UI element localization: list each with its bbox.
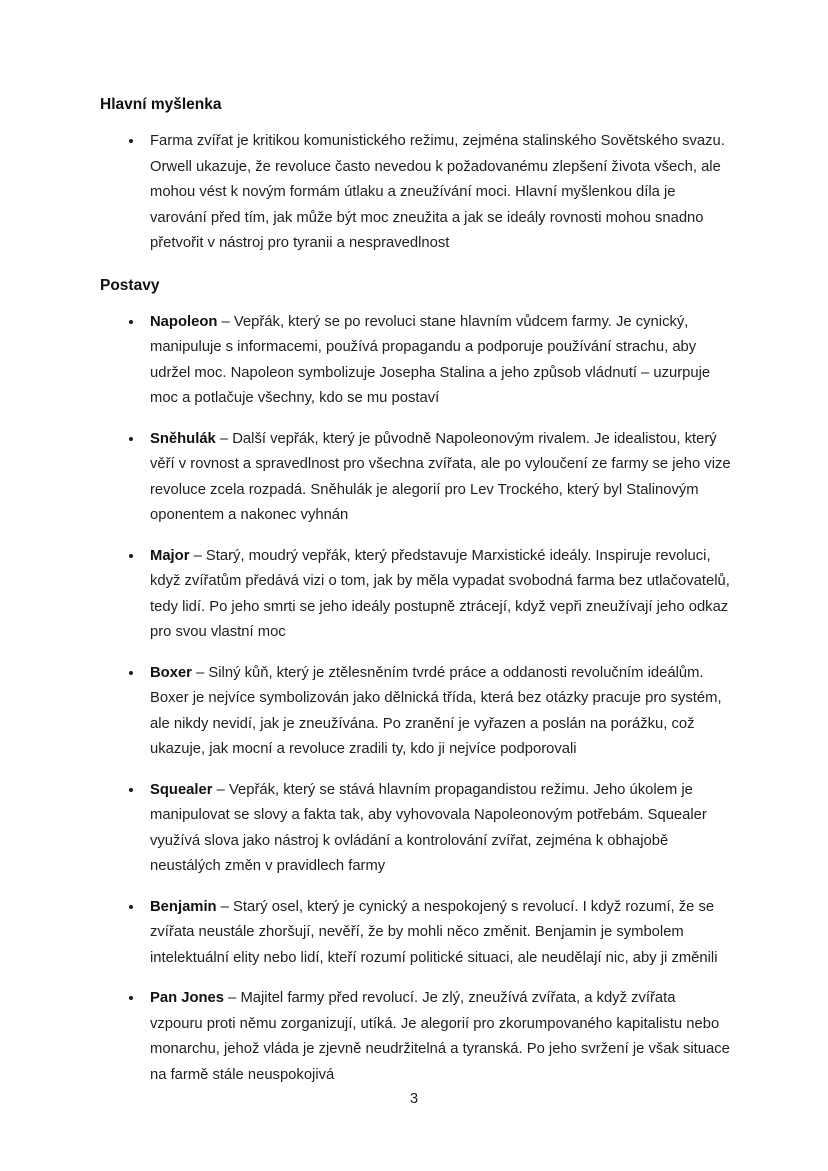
character-name: Squealer bbox=[150, 781, 213, 798]
section-heading: Postavy bbox=[100, 276, 160, 294]
bullet-text: – Další vepřák, který je původně Napoleonovým rivalem. Je idealistou, který věří v rovnost a spravedlnost pro všechna zvířata, ale po vyloučení ze farmy se jeho vize revoluce zcela rozpadá. Sněhulák je alegorií pro Lev Trockého, který byl Stalinovým oponentem a nakonec vyhnán bbox=[150, 430, 731, 523]
bullet-item bbox=[144, 426, 732, 529]
character-name: Boxer bbox=[150, 664, 192, 681]
bullet-text: – Vepřák, který se po revoluci stane hlavním vůdcem farmy. Je cynický, manipuluje s informacemi, používá propagandu a podporuje používání strachu, aby udržel moc. Napoleon symbolizuje Josepha Stalina a jeho způsob vládnutí – uzurpuje moc a potlačuje všechny, kdo se mu postaví bbox=[150, 313, 711, 406]
bullet-item bbox=[144, 777, 732, 880]
bullet-item bbox=[144, 128, 732, 257]
bullet-text: – Starý osel, který je cynický a nespokojený s revolucí. I když rozumí, že se zvířata neustále zhoršují, nevěří, že by mohli něco změnit. Benjamin je symbolem intelektuální elity nebo lidí, kteří rozumí politické situaci, ale neudělají nic, aby ji změnili bbox=[150, 898, 718, 966]
bullet-item bbox=[144, 543, 732, 646]
section-heading: Hlavní myšlenka bbox=[100, 96, 222, 113]
page-footer bbox=[0, 1091, 828, 1107]
bullet-text: – Silný kůň, který je ztělesněním tvrdé práce a oddanosti revolučním ideálům. Boxer je nejvíce symbolizován jako dělnická třída, která bez otázky pracuje pro systém, ale nikdy nevidí, jak je zneužívána. Po zranění je vyřazen a poslán na porážku, což ukazuje, jak mocní a revoluce zradili ty, kdo ji nejvíce podporovali bbox=[150, 664, 722, 757]
character-name: Napoleon bbox=[150, 313, 218, 330]
bullet-list bbox=[100, 128, 732, 257]
bullet-list bbox=[100, 309, 732, 1089]
bullet-item bbox=[144, 660, 732, 763]
character-name: Sněhulák bbox=[150, 430, 216, 447]
bullet-text: – Starý, moudrý vepřák, který představuje Marxistické ideály. Inspiruje revoluci, když zvířatům předává vizi o tom, jak by měla vypadat svobodná farma bez utlačovatelů, tedy lidí. Po jeho smrti se jeho ideály postupně ztrácejí, když vepři zneužívají jeho odkaz pro svou vlastní moc bbox=[150, 547, 730, 640]
bullet-item bbox=[144, 309, 732, 412]
character-name: Major bbox=[150, 547, 190, 564]
document-content bbox=[100, 94, 732, 1106]
bullet-item bbox=[144, 985, 732, 1088]
character-name: Pan Jones bbox=[150, 990, 225, 1006]
character-name: Benjamin bbox=[150, 898, 217, 915]
bullet-text: – Vepřák, který se stává hlavním propagandistou režimu. Jeho úkolem je manipulovat se slovy a fakta tak, aby vyhovovala Napoleonovým potřebám. Squealer využívá slova jako nástroj k ovládání a kontrolování zvířat, zejména k obhajobě neustálých změn v pravidlech farmy bbox=[150, 781, 707, 874]
bullet-item bbox=[144, 894, 732, 972]
page-number: 3 bbox=[409, 1091, 419, 1107]
bullet-text: Farma zvířat je kritikou komunistického režimu, zejména stalinského Sovětského svazu. Orwell ukazuje, že revoluce často nevedou k požadovanému zlepšení života všech, ale mohou vést k novým formám útlaku a zneužívání moci. Hlavní myšlenkou díla je varování před tím, jak může být moc zneužita a jak se ideály rovnosti mohou snadno přetvořit v nástroj pro tyranii a nespravedlnost bbox=[150, 133, 725, 251]
bullet-text: – Majitel farmy před revolucí. Je zlý, zneužívá zvířata, a když zvířata vzpouru proti němu zorganizují, utíká. Je alegorií pro zkorumpovaného kapitalistu nebo monarchu, jehož vláda je zjevně neudržitelná a tyranská. Po jeho svržení je však situace na farmě stále neuspokojivá bbox=[150, 990, 730, 1083]
